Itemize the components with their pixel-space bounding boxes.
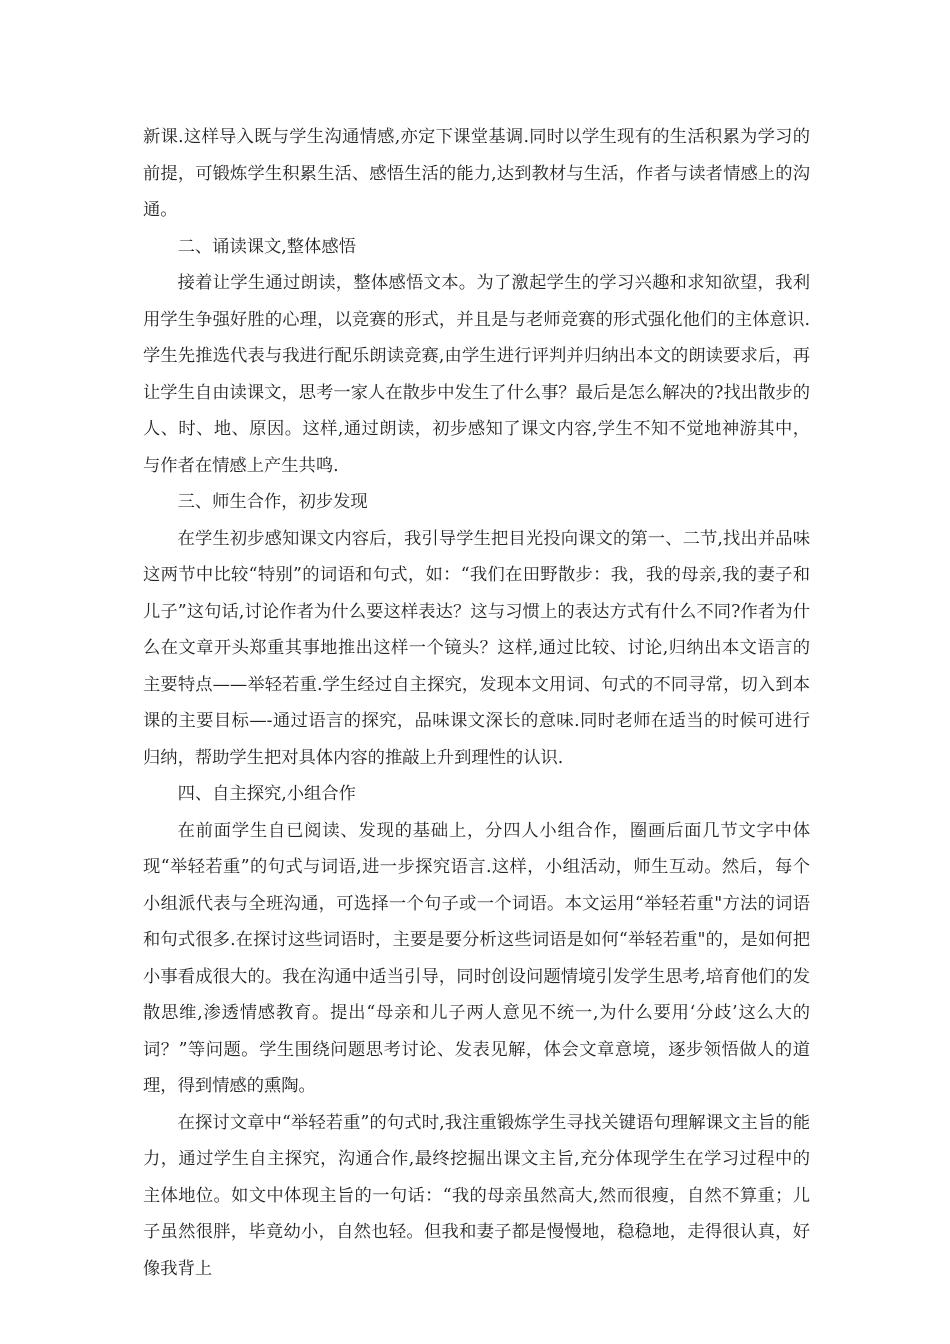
paragraph-cooperation: 在学生初步感知课文内容后，我引导学生把目光投向课文的第一、二节,找出并品味这两节中比较“特别”的词语和句式，如：“我们在田野散步：我，我的母亲,我的妻子和儿子”这句话,讨论作者为什么要这样表达？这与习惯上的表达方式有什么不同?作者为什么在文章开头郑重其事地推出这样一个镜头？这样,通过比较、讨论,归纳出本文语言的主要特点——举轻若重.学生经过自主探究，发现本文用词、句式的不同寻常，切入到本课的主要目标—-通过语言的探究，品味课文深长的意味.同时老师在适当的时候可进行归纳，帮助学生把对具体内容的推敲上升到理性的认识. xyxy=(143,528,810,768)
paragraph-intro-continuation: 新课.这样导入既与学生沟通情感,亦定下课堂基调.同时以学生现有的生活积累为学习的前提，可锻炼学生积累生活、感悟生活的能力,达到教材与生活，作者与读者情感上的沟通。 xyxy=(143,127,810,220)
section-heading-4: 四、自主探究,小组合作 xyxy=(177,784,356,804)
section-heading-2: 二、诵读课文,整体感悟 xyxy=(177,236,356,257)
paragraph-theme-discussion: 在探讨文章中“举轻若重”的句式时,我注重锻炼学生寻找关键语句理解课文主旨的能力，通过学生自主探究，沟通合作,最终挖掘出课文主旨,充分体现学生在学习过程中的主体地位。如文中体现主旨的一句话：“我的母亲虽然高大,然而很瘦，自然不算重；儿子虽然很胖，毕竟幼小，自然也轻。但我和妻子都是慢慢地，稳稳地，走得很认真，好像我背上 xyxy=(143,1112,810,1279)
paragraph-recitation: 接着让学生通过朗读，整体感悟文本。为了激起学生的学习兴趣和求知欲望，我利用学生争强好胜的心理，以竞赛的形式，并且是与老师竞赛的形式强化他们的主体意识.学生先推选代表与我进行配乐朗读竞赛,由学生进行评判并归纳出本文的朗读要求后，再让学生自由读课文，思考一家人在散步中发生了什么事？最后是怎么解决的?找出散步的人、时、地、原因。这样,通过朗读，初步感知了课文内容,学生不知不觉地神游其中，与作者在情感上产生共鸣. xyxy=(143,273,810,476)
document-page xyxy=(143,119,810,1287)
section-heading-3: 三、师生合作，初步发现 xyxy=(177,492,368,512)
paragraph-group-inquiry: 在前面学生自已阅读、发现的基础上，分四人小组合作，圈画后面几节文字中体现“举轻若重”的句式与词语,进一步探究语言.这样，小组活动，师生互动。然后，每个小组派代表与全班沟通，可选择一个句子或一个词语。本文运用“举轻若重"方法的词语和句式很多.在探讨这些词语时，主要是要分析这些词语是如何“举轻若重"的，是如何把小事看成很大的。我在沟通中适当引导，同时创设问题情境引发学生思考,培育他们的发散思维,渗透情感教育。提出“母亲和儿子两人意见不统一,为什么要用‘分歧’这么大的词？”等问题。学生围绕问题思考讨论、发表见解，体会文章意境，逐步领悟做人的道理，得到情感的熏陶。 xyxy=(143,820,810,1096)
